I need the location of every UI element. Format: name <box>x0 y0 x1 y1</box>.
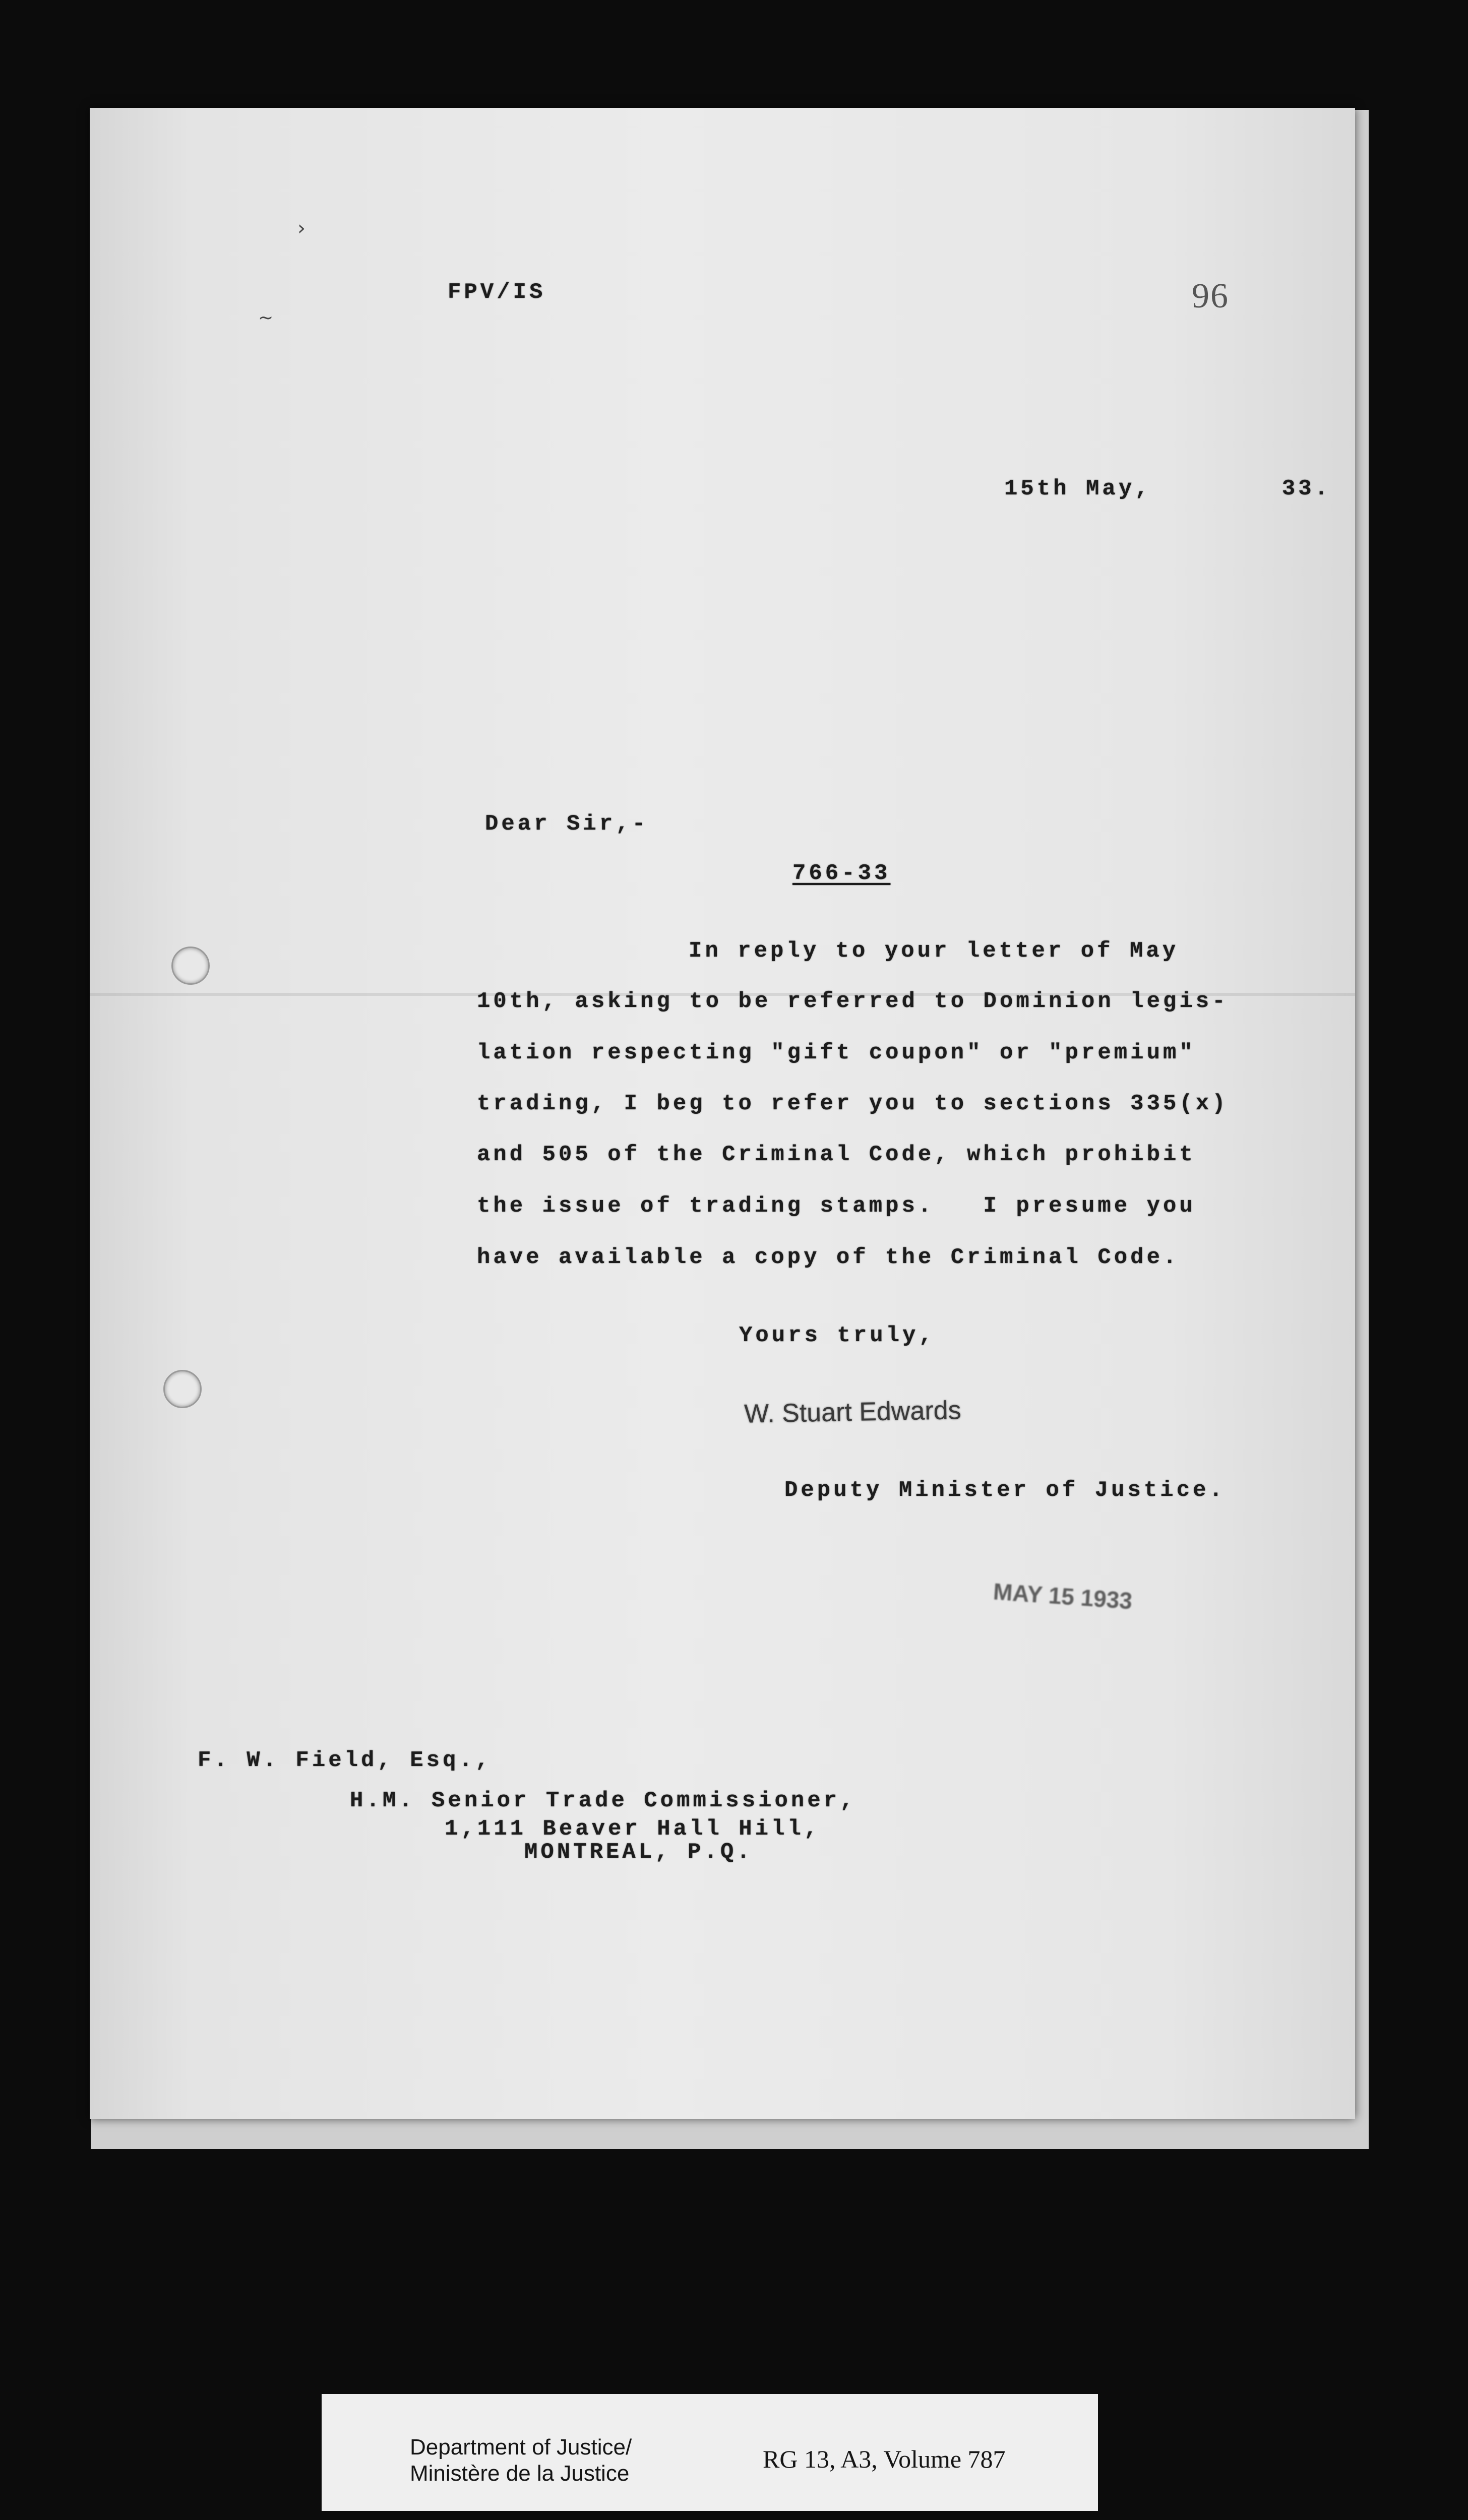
body-line: have available a copy of the Criminal Code. <box>477 1245 1180 1270</box>
body-line: lation respecting "gift coupon" or "premium" <box>477 1040 1196 1065</box>
salutation: Dear Sir,- <box>485 811 649 837</box>
letter-reference: FPV/IS <box>448 280 546 305</box>
department-french: Ministère de la Justice <box>410 2461 630 2486</box>
body-line: In reply to your letter of May <box>689 938 1179 964</box>
body-line: 10th, asking to be referred to Dominion legis- <box>477 989 1229 1014</box>
recipient-line: 1,111 Beaver Hall Hill, <box>445 1816 821 1842</box>
letter-date: 15th May, 33. <box>1004 476 1331 501</box>
record-group-reference: RG 13, A3, Volume 787 <box>763 2445 1006 2473</box>
date-stamp: MAY 15 1933 <box>992 1578 1133 1614</box>
archive-reference-card <box>322 2394 1098 2511</box>
recipient-line: H.M. Senior Trade Commissioner, <box>350 1788 857 1813</box>
stray-mark: › <box>297 217 305 240</box>
stray-mark: ~ <box>258 307 274 328</box>
punch-hole <box>171 947 210 985</box>
body-line: trading, I beg to refer you to sections 335(x) <box>477 1091 1229 1116</box>
signature-stamp: W. Stuart Edwards <box>744 1396 962 1429</box>
body-line: the issue of trading stamps. I presume you <box>477 1193 1196 1219</box>
closing: Yours truly, <box>739 1323 935 1348</box>
signer-title: Deputy Minister of Justice. <box>784 1478 1226 1503</box>
recipient-line: F. W. Field, Esq., <box>198 1748 492 1773</box>
department-name <box>410 2434 632 2487</box>
body-line: and 505 of the Criminal Code, which prohibit <box>477 1142 1196 1167</box>
department-english: Department of Justice/ <box>410 2435 632 2460</box>
recipient-line: MONTREAL, P.Q. <box>524 1840 753 1865</box>
page-number: 96 <box>1192 277 1229 316</box>
file-number: 766-33 <box>792 861 891 886</box>
punch-hole <box>163 1370 202 1408</box>
